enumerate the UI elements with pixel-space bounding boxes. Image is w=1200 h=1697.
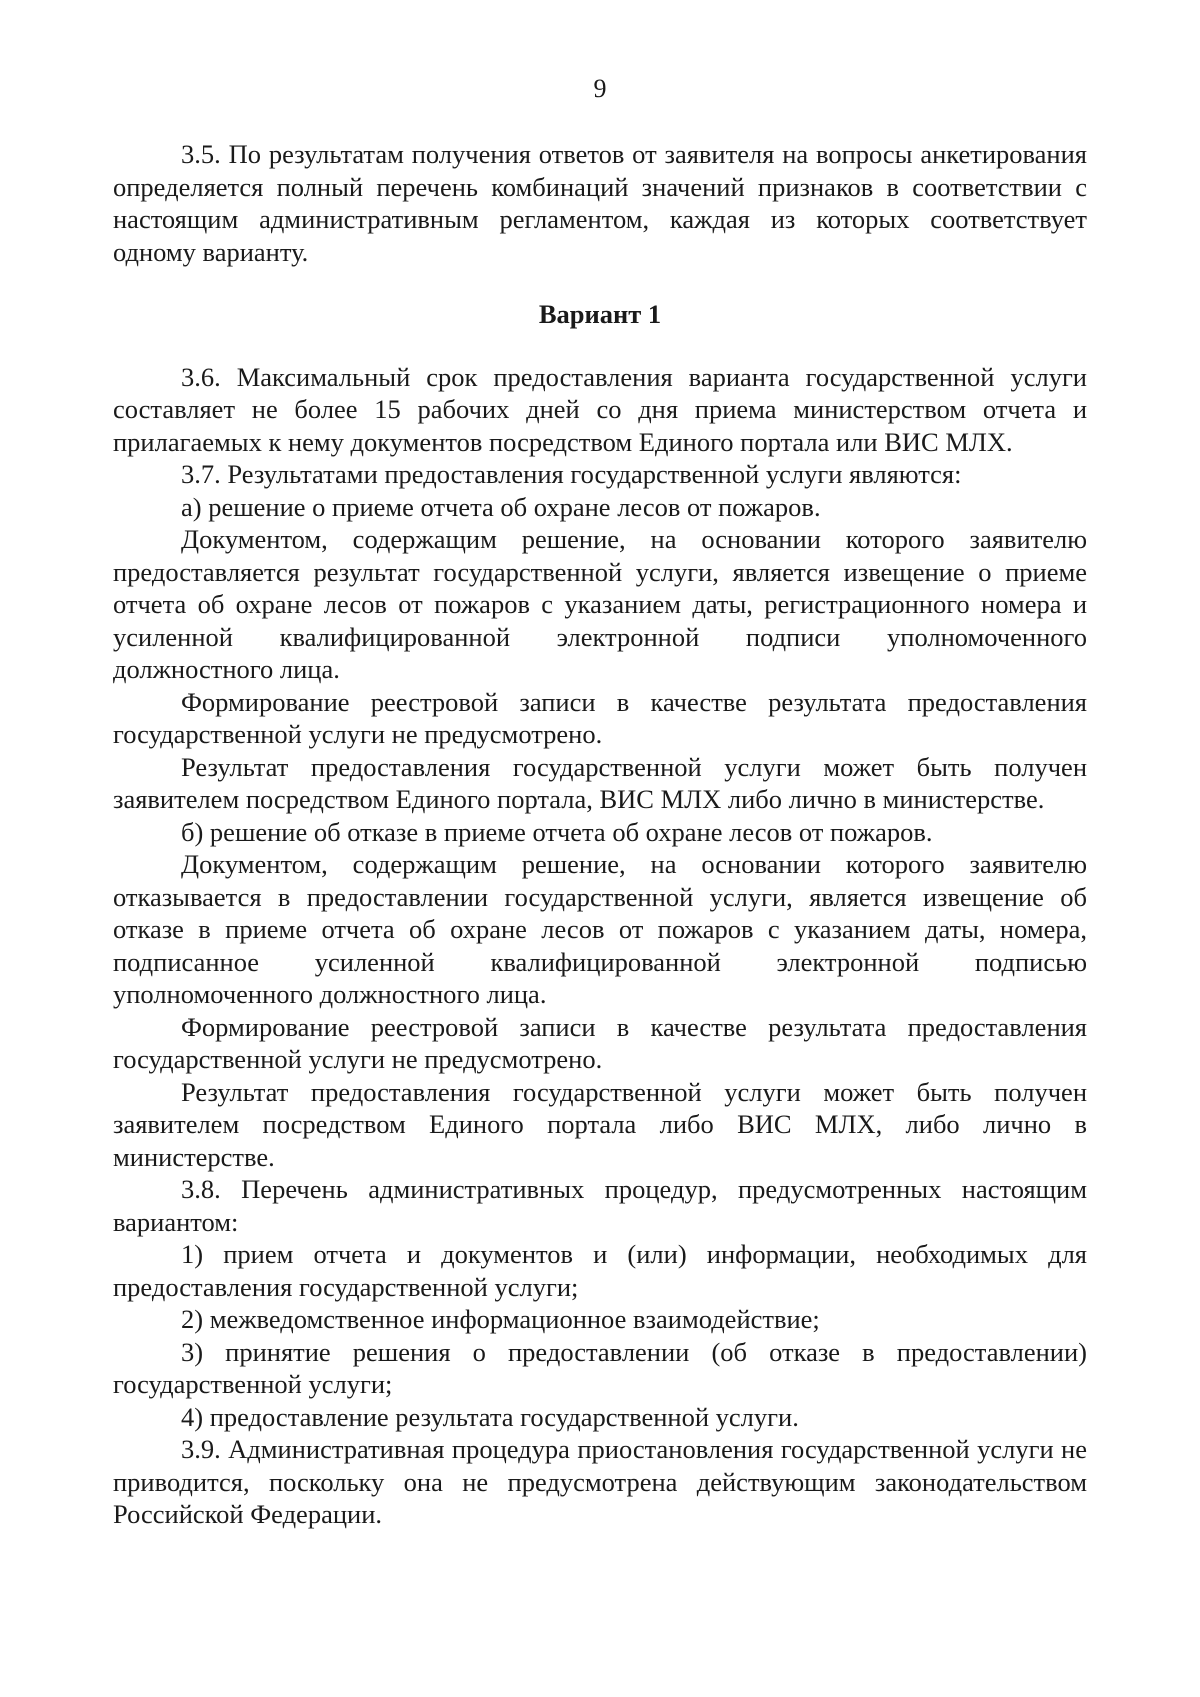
procedure-item-2: 2) межведомственное информационное взаимодействие; [181, 1304, 820, 1334]
paragraph-3-7: 3.7. Результатами предоставления государственной услуги являются: [181, 459, 962, 489]
page-number: 9 [593, 74, 607, 103]
list-item-a: а) решение о приеме отчета об охране лесов от пожаров. [181, 491, 821, 522]
paragraph-a-result: Результат предоставления государственной услуги может быть получен заявителем посредством Единого портала, ВИС МЛХ либо лично в министерстве. [113, 751, 1087, 814]
paragraph-3-8: 3.8. Перечень административных процедур, предусмотренных настоящим вариантом: [113, 1174, 1087, 1237]
paragraph-a-document: Документом, содержащим решение, на основании которого заявителю предоставляется результат государственной услуги, является извещение о приеме отчета об охране лесов от пожаров с указанием даты, регистрационного номера и усиленной квалифицированной электронной подписи уполномоченного должностного лица. [113, 524, 1087, 684]
paragraph-a-registry: Формирование реестровой записи в качестве результата предоставления государственной услуги не предусмотрено. [113, 686, 1087, 749]
paragraph-b-result: Результат предоставления государственной услуги может быть получен заявителем посредством Единого портала либо ВИС МЛХ, либо лично в министерстве. [113, 1076, 1087, 1172]
document-body [113, 138, 1087, 1531]
paragraph-3-6: 3.6. Максимальный срок предоставления варианта государственной услуги составляет не более 15 рабочих дней со дня приема министерством отчета и прилагаемых к нему документов посредством Единого портала или ВИС МЛХ. [113, 361, 1087, 457]
list-item-b: б) решение об отказе в приеме отчета об охране лесов от пожаров. [181, 816, 933, 847]
paragraph-3-9: 3.9. Административная процедура приостановления государственной услуги не приводится, поскольку она не предусмотрена действующим законодательством Российской Федерации. [113, 1434, 1087, 1529]
section-heading-variant-1: Вариант 1 [538, 299, 662, 329]
paragraph-b-document: Документом, содержащим решение, на основании которого заявителю отказывается в предоставлении государственной услуги, является извещение об отказе в приеме отчета об охране лесов от пожаров с указанием даты, номера, подписанное усиленной квалифицированной электронной подписью уполномоченного должностного лица. [113, 849, 1087, 1009]
paragraph-3-5: 3.5. По результатам получения ответов от заявителя на вопросы анкетирования определяется полный перечень комбинаций значений признаков в соответствии с настоящим административным регламентом, каждая из которых соответствует одному варианту. [113, 139, 1087, 267]
procedure-item-3: 3) принятие решения о предоставлении (об отказе в предоставлении) государственной услуги; [113, 1336, 1087, 1399]
procedure-item-4: 4) предоставление результата государственной услуги. [181, 1401, 799, 1432]
procedure-item-1: 1) прием отчета и документов и (или) информации, необходимых для предоставления государственной услуги; [113, 1239, 1087, 1302]
paragraph-b-registry: Формирование реестровой записи в качестве результата предоставления государственной услуги не предусмотрено. [113, 1011, 1087, 1074]
